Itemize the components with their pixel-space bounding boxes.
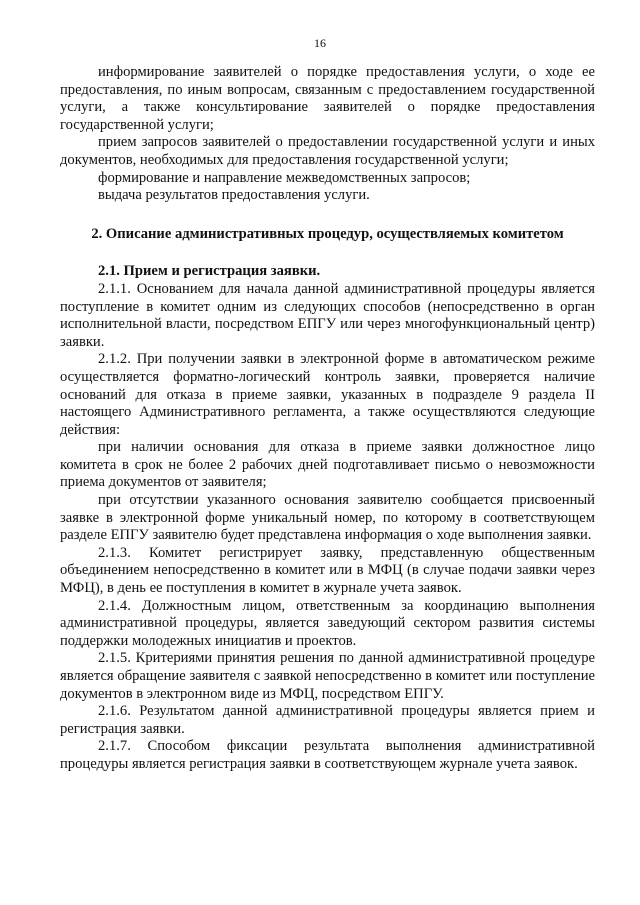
paragraph-2-1-5: 2.1.5. Критериями принятия решения по данной административной процедуре является обращение заявителя с заявкой непосредственно в комитет или поступление документов в электронном виде из МФЦ, посредством ЕПГУ. [60,650,595,702]
paragraph-2-1-2: 2.1.2. При получении заявки в электронной форме в автоматическом режиме осуществляется форматно-логический контроль заявки, проверяется наличие оснований для отказа в приеме заявки, указанных в подразделе 9 раздела II настоящего Административного регламента, а также осуществляются следующие действия: [60,351,595,438]
paragraph-interagency: формирование и направление межведомственных запросов; [98,169,471,186]
paragraph-2-1-1: 2.1.1. Основанием для начала данной административной процедуры является поступление в комитет одним из следующих способов (непосредственно в орган исполнительной власти, посредством ЕПГУ или через многофункциональный центр) заявки. [60,280,595,350]
paragraph-refusal: при наличии основания для отказа в приеме заявки должностное лицо комитета в срок не более 2 рабочих дней подготавливает письмо о невозможности приема документов от заявителя; [60,439,595,491]
paragraph-no-refusal: при отсутствии указанного основания заявителю сообщается присвоенный заявке в электронной форме уникальный номер, по которому в соответствующем разделе ЕПГУ заявителю будет представлена информация о ходе выполнения заявки. [60,492,595,544]
document-body [60,64,595,774]
section-heading: 2. Описание административных процедур, осуществляемых комитетом [91,225,564,242]
paragraph-2-1-4: 2.1.4. Должностным лицом, ответственным за координацию выполнения административной процедуры, является заведующий сектором развития системы поддержки молодежных инициатив и проектов. [60,597,595,649]
paragraph-2-1-7: 2.1.7. Способом фиксации результата выполнения административной процедуры является регистрация заявки в соответствующем журнале учета заявок. [60,738,595,772]
paragraph-informing: информирование заявителей о порядке предоставления услуги, о ходе ее предоставления, по иным вопросам, связанным с предоставлением государственной услуги, а также консультирование заявителей о порядке предоставления государственной услуги; [60,64,595,133]
paragraph-results: выдача результатов предоставления услуги. [98,187,370,204]
subsection-heading: 2.1. Прием и регистрация заявки. [98,263,321,280]
paragraph-2-1-6: 2.1.6. Результатом данной административной процедуры является прием и регистрация заявки. [60,703,595,737]
page-number: 16 [314,36,326,50]
paragraph-requests: прием запросов заявителей о предоставлении государственной услуги и иных документов, необходимых для предоставления государственной услуги; [60,134,595,168]
paragraph-2-1-3: 2.1.3. Комитет регистрирует заявку, представленную общественным объединением непосредственно в комитет или в МФЦ (в случае подачи заявки через МФЦ), в день ее поступления в комитет в журнале учета заявок. [60,544,595,597]
